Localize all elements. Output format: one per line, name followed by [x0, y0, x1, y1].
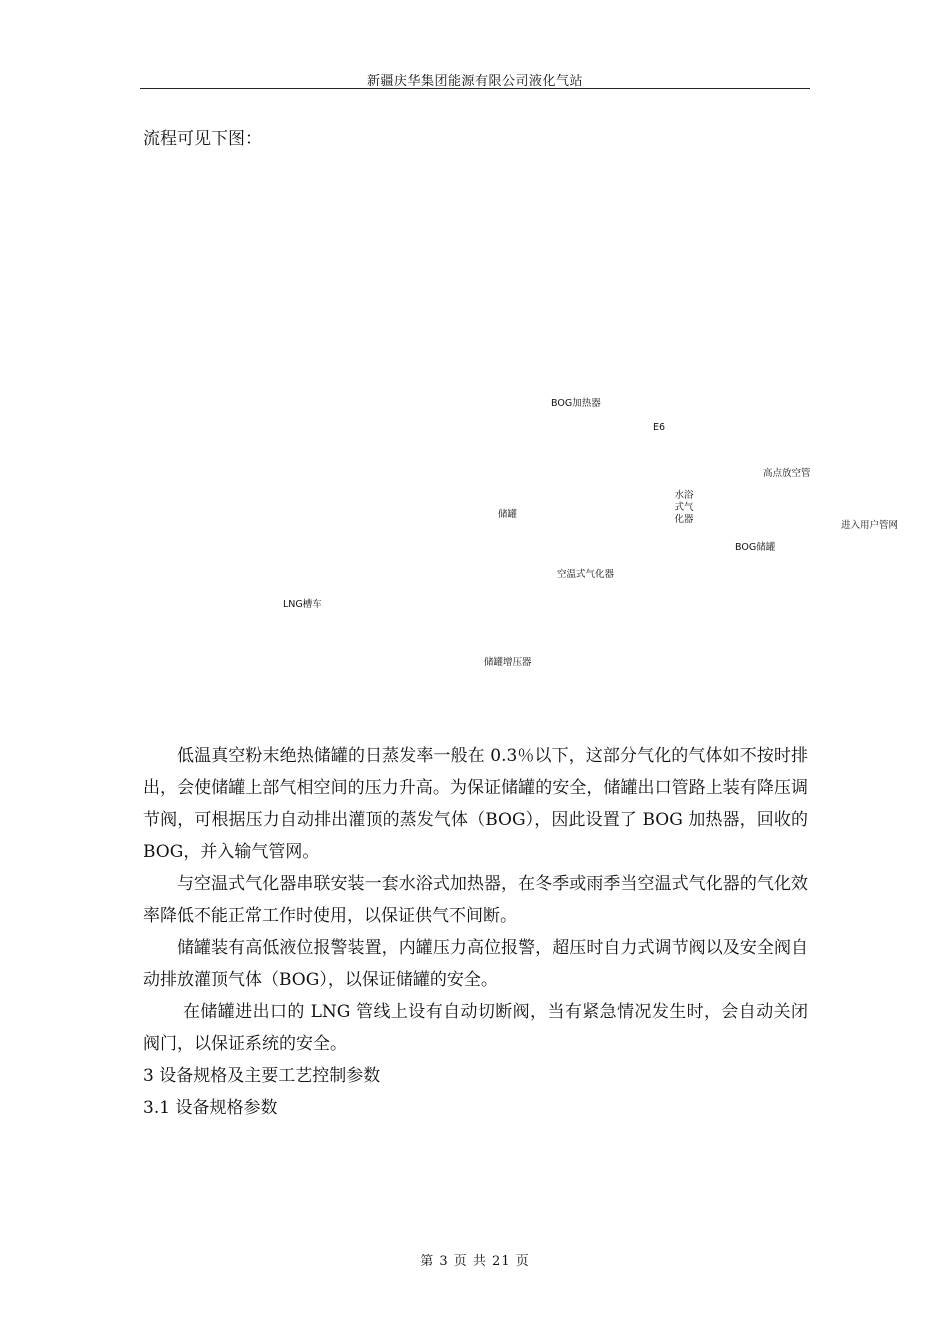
diagram-label-storage-tank: 储罐 — [498, 509, 518, 520]
page-footer: 第 3 页 共 21 页 — [420, 1254, 530, 1269]
paragraph-bog: 低温真空粉末绝热储罐的日蒸发率一般在 0.3％以下，这部分气化的气体如不按时排出，会使储罐上部气相空间的压力升高。为保证储罐的安全，储罐出口管路上装有降压调节阀，可根据压力自动排出灌顶的蒸发气体（BOG），因此设置了 BOG 加热器，回收的 BOG，并入输气管网。 — [143, 746, 808, 862]
section-heading-3: 3 设备规格及主要工艺控制参数 — [143, 1066, 381, 1086]
diagram-label-water-bath-vaporizer: 水浴式气化器 — [674, 490, 694, 525]
diagram-label-tank-pressurizer: 储罐增压器 — [484, 657, 532, 668]
paragraph-water-bath: 与空温式气化器串联安装一套水浴式加热器，在冬季或雨季当空温式气化器的气化效率降低不能正常工作时使用，以保证供气不间断。 — [143, 874, 808, 926]
diagram-label-bog-heater: BOG加热器 — [551, 398, 601, 409]
body-text — [143, 740, 808, 1124]
paragraph-shutoff-valve: 在储罐进出口的 LNG 管线上设有自动切断阀，当有紧急情况发生时，会自动关闭阀门，以保证系统的安全。 — [143, 1002, 808, 1054]
intro-text: 流程可见下图： — [143, 129, 262, 149]
paragraph-alarm: 储罐装有高低液位报警装置，内罐压力高位报警，超压时自力式调节阀以及安全阀自动排放灌顶气体（BOG），以保证储罐的安全。 — [143, 938, 808, 990]
header-divider — [140, 88, 810, 89]
process-flow-diagram — [0, 380, 950, 680]
diagram-label-lng-truck: LNG槽车 — [283, 599, 322, 610]
diagram-label-user-network: 进入用户管网 — [841, 520, 899, 531]
section-heading-3-1: 3.1 设备规格参数 — [143, 1098, 278, 1118]
diagram-label-e6: E6 — [653, 422, 666, 433]
diagram-label-bog-tank: BOG储罐 — [735, 542, 776, 553]
diagram-label-vent-pipe: 高点放空管 — [763, 468, 811, 479]
diagram-label-air-vaporizer: 空温式气化器 — [557, 569, 615, 580]
page-header: 新疆庆华集团能源有限公司液化气站 — [366, 74, 583, 89]
